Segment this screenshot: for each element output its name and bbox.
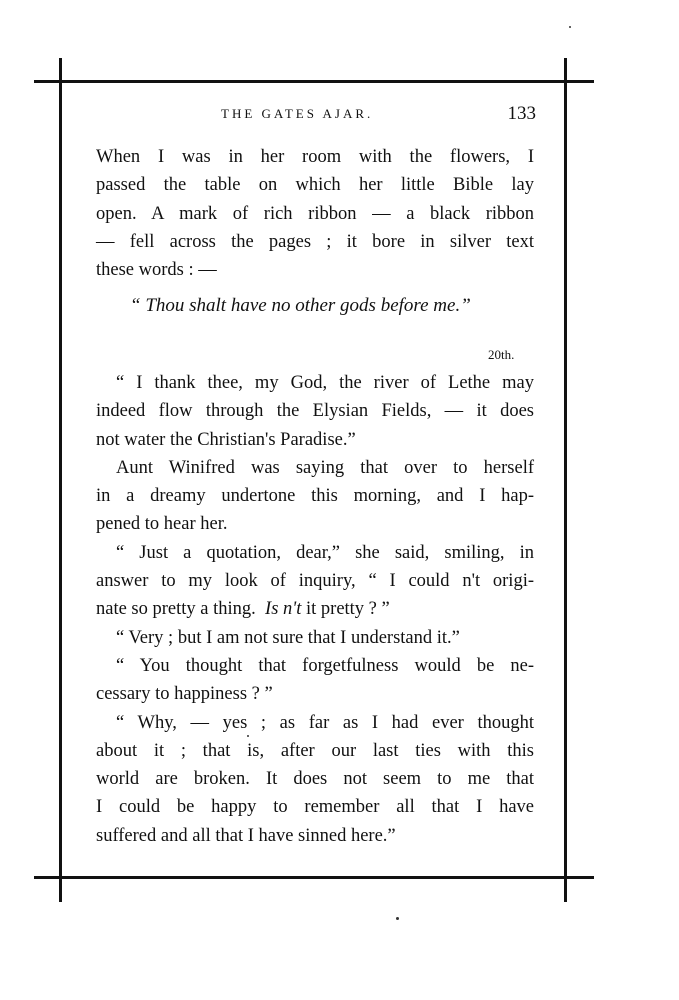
text-line: in a dreamy undertone this morning, and I hap- [96,486,534,507]
text-line: cessary to happiness ? ” [96,684,273,705]
left-border-rule [59,58,62,902]
text-line: — fell across the pages ; it bore in silver text [96,231,534,252]
paragraph-forgetfulness [96,652,534,709]
paragraph-lethe [96,369,534,454]
text-line: “ I thank thee, my God, the river of Lethe may [116,373,534,393]
text-line: “ You thought that forgetfulness would be ne- [116,655,534,676]
text-line: “ Very ; but I am not sure that I understand it.” [116,627,460,648]
paragraph-aunt-winifred [96,454,534,539]
paragraph-why-yes [96,709,534,850]
date-entry: 20th. [488,347,515,362]
text-line: “ Why, — yes ; as far as I had ever thought [116,712,534,733]
text-line: pened to hear her. [96,514,228,535]
paragraph-quotation [96,539,534,624]
text-line: I could be happy to remember all that I have [96,797,534,818]
paragraph-ribbon [96,143,534,284]
text-line: When I was in her room with the flowers, I [96,147,534,167]
paragraph-very [96,624,534,652]
right-border-rule [564,58,567,902]
text-line: about it ; that is, after our last ties with this [96,740,534,761]
text-line: not water the Christian's Paradise.” [96,429,356,450]
running-head [96,103,536,128]
text-line: passed the table on which her little Bible lay [96,175,534,196]
text-line: indeed flow through the Elysian Fields, — it does [96,401,534,422]
print-speck [569,26,571,28]
text-segment: nate so pretty a thing. [96,599,256,620]
text-line: suffered and all that I have sinned here.” [96,825,396,846]
print-speck [247,735,249,737]
text-line: open. A mark of rich ribbon — a black ribbon [96,203,534,224]
top-border-rule [34,80,594,83]
epigraph-quotation: “ Thou shalt have no other gods before me.” [130,295,471,316]
body-text [96,369,534,850]
page-number: 133 [507,103,536,124]
text-line [96,595,534,623]
text-line: Aunt Winifred was saying that over to herself [116,457,534,478]
print-speck [396,917,399,920]
text-line: answer to my look of inquiry, “ I could n't origi- [96,571,534,592]
text-line: “ Just a quotation, dear,” she said, smiling, in [116,542,534,563]
text-line: these words : — [96,260,217,281]
bottom-border-rule [34,876,594,879]
italic-emphasis: Is n't [265,599,302,620]
running-title: THE GATES AJAR. [221,106,374,121]
text-line: world are broken. It does not seem to me that [96,769,534,790]
text-segment: it pretty ? ” [306,599,390,620]
